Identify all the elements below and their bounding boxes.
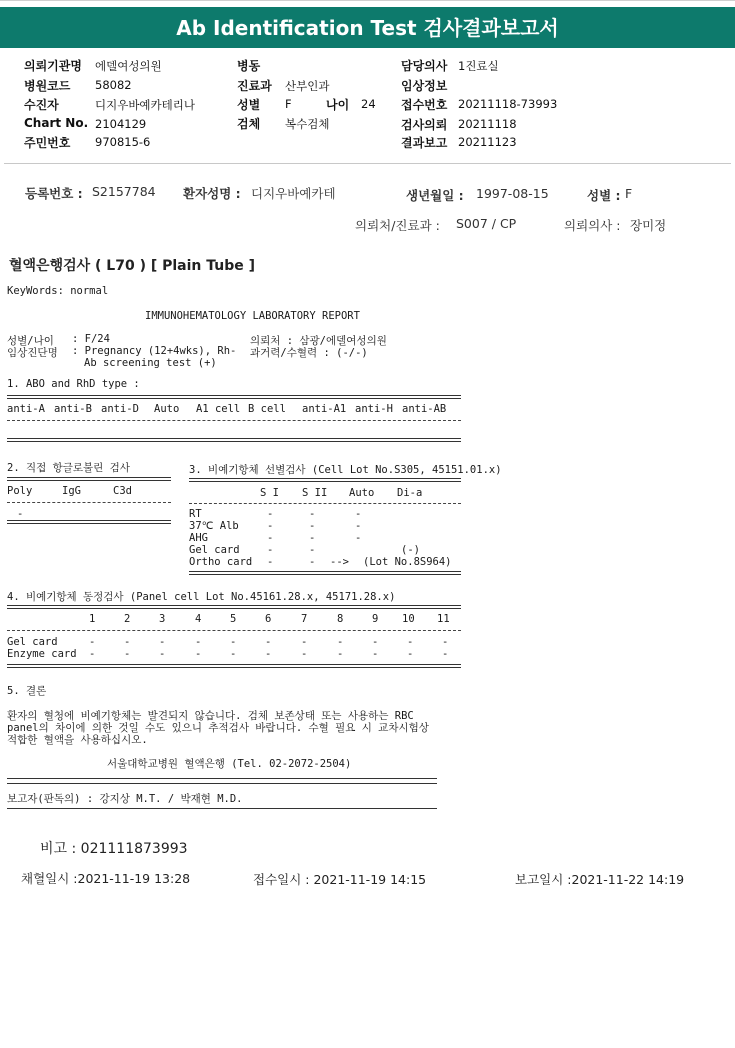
sec4-title: 4. 비예기항체 동정검사 (Panel cell Lot No.45161.28.x, 45171.28.x) bbox=[7, 591, 396, 603]
clinical-label: 임상정보 bbox=[401, 79, 448, 93]
receipt-label: 접수번호 bbox=[401, 98, 448, 112]
sec3-row-s1: - bbox=[267, 532, 274, 544]
rrn-value: 970815-6 bbox=[95, 135, 151, 149]
rule bbox=[7, 783, 437, 784]
sec3-h-auto: Auto bbox=[349, 487, 375, 499]
sec4-h: 3 bbox=[159, 613, 166, 625]
doctor-label: 담당의사 bbox=[401, 59, 448, 73]
rule bbox=[7, 778, 437, 779]
sex-value: F bbox=[285, 97, 292, 111]
sec4-cell: - bbox=[89, 636, 96, 648]
rule bbox=[7, 605, 461, 609]
institution: 서울대학교병원 혈액은행 (Tel. 02-2072-2504) bbox=[107, 758, 352, 770]
sec3-row-label: Ortho card bbox=[189, 556, 253, 568]
sec3-row-s2: - bbox=[309, 556, 316, 568]
patient-sex-value: F bbox=[625, 186, 633, 201]
sec3-row-s2: - bbox=[309, 544, 316, 556]
name-value: 디지우바예카테 bbox=[251, 186, 336, 201]
request-label: 검사의뢰 bbox=[401, 118, 448, 132]
dob-label: 생년월일 : bbox=[406, 188, 464, 203]
sec3-row-label: RT bbox=[189, 508, 202, 520]
sec4-h: 10 bbox=[402, 613, 415, 625]
rule bbox=[189, 478, 461, 482]
dob-value: 1997-08-15 bbox=[476, 186, 549, 201]
sec3-row-s1: - bbox=[267, 544, 274, 556]
rule bbox=[189, 571, 461, 575]
sec1-h-auto: Auto bbox=[154, 403, 180, 415]
diag-value: : Pregnancy (12+4wks), Rh- bbox=[72, 345, 237, 357]
diag-value-2: Ab screening test (+) bbox=[84, 357, 217, 369]
sec3-title: 3. 비예기항체 선별검사 (Cell Lot No.S305, 45151.01.x) bbox=[189, 464, 502, 476]
sec2-h-poly: Poly bbox=[7, 485, 33, 497]
receive-time: 접수일시 : 2021-11-19 14:15 bbox=[253, 872, 427, 887]
sec4-cell: - bbox=[301, 636, 308, 648]
sec3-row-auto: - bbox=[355, 508, 362, 520]
rule bbox=[7, 664, 461, 668]
rule bbox=[7, 420, 461, 421]
sec3-row-s2: - bbox=[309, 532, 316, 544]
rule bbox=[7, 477, 171, 481]
sec4-cell: - bbox=[442, 636, 449, 648]
sec3-row-s1: - bbox=[267, 508, 274, 520]
sec3-h-s1: S I bbox=[260, 487, 279, 499]
code-value: 58082 bbox=[95, 78, 132, 92]
reg-label: 등록번호 : bbox=[25, 186, 83, 201]
sec4-h: 7 bbox=[301, 613, 308, 625]
sec4-cell: - bbox=[195, 648, 202, 660]
sec1-h-a1cell: A1 cell bbox=[196, 403, 241, 415]
sec4-cell: - bbox=[407, 636, 414, 648]
dept-label: 진료과 bbox=[237, 79, 272, 93]
code-label: 병원코드 bbox=[24, 79, 71, 93]
sec1-title: 1. ABO and RhD type : bbox=[7, 378, 140, 390]
sec4-cell: - bbox=[265, 636, 272, 648]
chart-value: 2104129 bbox=[95, 117, 147, 131]
report-value: 20211123 bbox=[458, 135, 517, 149]
sec4-cell: - bbox=[301, 648, 308, 660]
sec1-h-anti-h: anti-H bbox=[355, 403, 393, 415]
reporter: 보고자(판독의) : 강지상 M.T. / 박재현 M.D. bbox=[7, 793, 243, 805]
sexage-label: 성별/나이 bbox=[7, 335, 54, 347]
dept-value: 산부인과 bbox=[285, 79, 330, 93]
receiver-value: 디지우바예카테리나 bbox=[95, 98, 195, 112]
sec4-cell: - bbox=[230, 636, 237, 648]
sec3-row-label: Gel card bbox=[189, 544, 240, 556]
chart-label: Chart No. bbox=[24, 116, 89, 130]
sec5-title: 5. 결론 bbox=[7, 685, 47, 697]
sec1-h-anti-a1: anti-A1 bbox=[302, 403, 347, 415]
sec4-cell: - bbox=[89, 648, 96, 660]
sec4-cell: - bbox=[372, 648, 379, 660]
sec4-cell: - bbox=[124, 636, 131, 648]
sec4-h: 6 bbox=[265, 613, 272, 625]
sec4-cell: - bbox=[159, 648, 166, 660]
sec4-h: 9 bbox=[372, 613, 379, 625]
receiver-label: 수진자 bbox=[24, 98, 59, 112]
conclusion-line-1: 환자의 혈청에 비예기항체는 발견되지 않습니다. 검체 보존상태 또는 사용하는 RBC bbox=[7, 710, 414, 722]
name-label: 환자성명 : bbox=[183, 186, 241, 201]
sec2-h-c3d: C3d bbox=[113, 485, 132, 497]
patient-dept-value: S007 / CP bbox=[456, 216, 517, 231]
history: 과거력/수혈력 : (-/-) bbox=[250, 347, 368, 359]
patient-sex-label: 성별 : bbox=[587, 188, 621, 203]
report-title: Ab Identification Test 검사결과보고서 bbox=[0, 7, 735, 48]
sec2-h-igg: IgG bbox=[62, 485, 81, 497]
receipt-value: 20211118-73993 bbox=[458, 97, 558, 111]
sec4-row-label: Gel card bbox=[7, 636, 58, 648]
conclusion-line-2: panel의 차이에 의한 것일 수도 있으니 추적검사 바랍니다. 수혈 필요 시 교차시험상 bbox=[7, 722, 429, 734]
referrer: 의뢰처 : 삼광/에델여성의원 bbox=[250, 335, 387, 347]
sec3-row-s1: - bbox=[267, 520, 274, 532]
rule bbox=[189, 503, 461, 504]
report-label: 결과보고 bbox=[401, 136, 448, 150]
sec4-h: 4 bbox=[195, 613, 202, 625]
sec1-h-anti-ab: anti-AB bbox=[402, 403, 447, 415]
sec1-h-anti-d: anti-D bbox=[101, 403, 139, 415]
rule bbox=[7, 630, 461, 631]
sec2-title: 2. 직접 항글로불린 검사 bbox=[7, 462, 130, 474]
collect-time: 채혈일시 :2021-11-19 13:28 bbox=[21, 871, 191, 886]
rule bbox=[7, 395, 461, 399]
sec3-row-auto: - bbox=[355, 532, 362, 544]
rule bbox=[7, 438, 461, 442]
doctor-value: 1진료실 bbox=[458, 59, 499, 73]
note: 비고 : 021111873993 bbox=[40, 841, 188, 857]
sec4-cell: - bbox=[337, 636, 344, 648]
sec3-row-s2: - bbox=[309, 520, 316, 532]
sec4-h: 1 bbox=[89, 613, 96, 625]
sec4-h: 8 bbox=[337, 613, 344, 625]
age-value: 24 bbox=[361, 97, 376, 111]
sec4-h: 5 bbox=[230, 613, 237, 625]
sexage-value: : F/24 bbox=[72, 333, 110, 345]
request-value: 20211118 bbox=[458, 117, 517, 131]
sec3-h-s2: S II bbox=[302, 487, 328, 499]
specimen-value: 복수검체 bbox=[285, 117, 330, 131]
reg-value: S2157784 bbox=[92, 184, 156, 199]
keywords: KeyWords: normal bbox=[7, 285, 109, 297]
sex-label: 성별 bbox=[237, 98, 261, 112]
report-time: 보고일시 :2021-11-22 14:19 bbox=[515, 872, 685, 887]
hospital-value: 에델여성의원 bbox=[95, 59, 162, 73]
specimen-label: 검체 bbox=[237, 117, 261, 131]
diag-label: 임상진단명 bbox=[7, 347, 58, 359]
top-border bbox=[0, 0, 735, 1]
sec4-cell: - bbox=[442, 648, 449, 660]
ward-label: 병동 bbox=[237, 59, 261, 73]
sec4-cell: - bbox=[372, 636, 379, 648]
patient-dept-label: 의뢰처/진료과 : bbox=[355, 218, 440, 233]
rule bbox=[7, 808, 437, 809]
sec2-poly-value: - bbox=[17, 508, 24, 520]
hospital-label: 의뢰기관명 bbox=[24, 59, 82, 73]
patient-doctor-label: 의뢰의사 : bbox=[564, 218, 621, 233]
sec4-cell: - bbox=[337, 648, 344, 660]
sec3-h-dia: Di-a bbox=[397, 487, 423, 499]
sec4-cell: - bbox=[265, 648, 272, 660]
sec3-row-auto: - bbox=[355, 520, 362, 532]
rule bbox=[7, 502, 171, 503]
conclusion-line-3: 적합한 혈액을 사용하십시오. bbox=[7, 734, 148, 746]
sec4-h: 2 bbox=[124, 613, 131, 625]
sec3-row-label: 37℃ Alb bbox=[189, 520, 239, 532]
sec3-row-dia: (Lot No.8S964) bbox=[363, 556, 452, 568]
sec3-row-s2: - bbox=[309, 508, 316, 520]
sec3-row-label: AHG bbox=[189, 532, 208, 544]
sec4-cell: - bbox=[407, 648, 414, 660]
sec4-cell: - bbox=[195, 636, 202, 648]
sec3-row-dia: (-) bbox=[401, 544, 420, 556]
sec1-h-bcell: B cell bbox=[248, 403, 286, 415]
sec4-cell: - bbox=[124, 648, 131, 660]
rrn-label: 주민번호 bbox=[24, 136, 71, 150]
divider bbox=[4, 163, 731, 164]
sec1-h-anti-a: anti-A bbox=[7, 403, 45, 415]
sec4-cell: - bbox=[230, 648, 237, 660]
sec3-row-s1: - bbox=[267, 556, 274, 568]
test-title: 혈액은행검사 ( L70 ) [ Plain Tube ] bbox=[9, 258, 256, 274]
sec4-cell: - bbox=[159, 636, 166, 648]
lab-title: IMMUNOHEMATOLOGY LABORATORY REPORT bbox=[145, 310, 360, 322]
rule bbox=[7, 520, 171, 524]
sec1-h-anti-b: anti-B bbox=[54, 403, 92, 415]
age-label: 나이 bbox=[326, 98, 350, 112]
sec4-row-label: Enzyme card bbox=[7, 648, 77, 660]
patient-doctor-value: 장미정 bbox=[630, 218, 667, 233]
sec4-h: 11 bbox=[437, 613, 450, 625]
sec3-row-auto: --> bbox=[330, 556, 349, 568]
